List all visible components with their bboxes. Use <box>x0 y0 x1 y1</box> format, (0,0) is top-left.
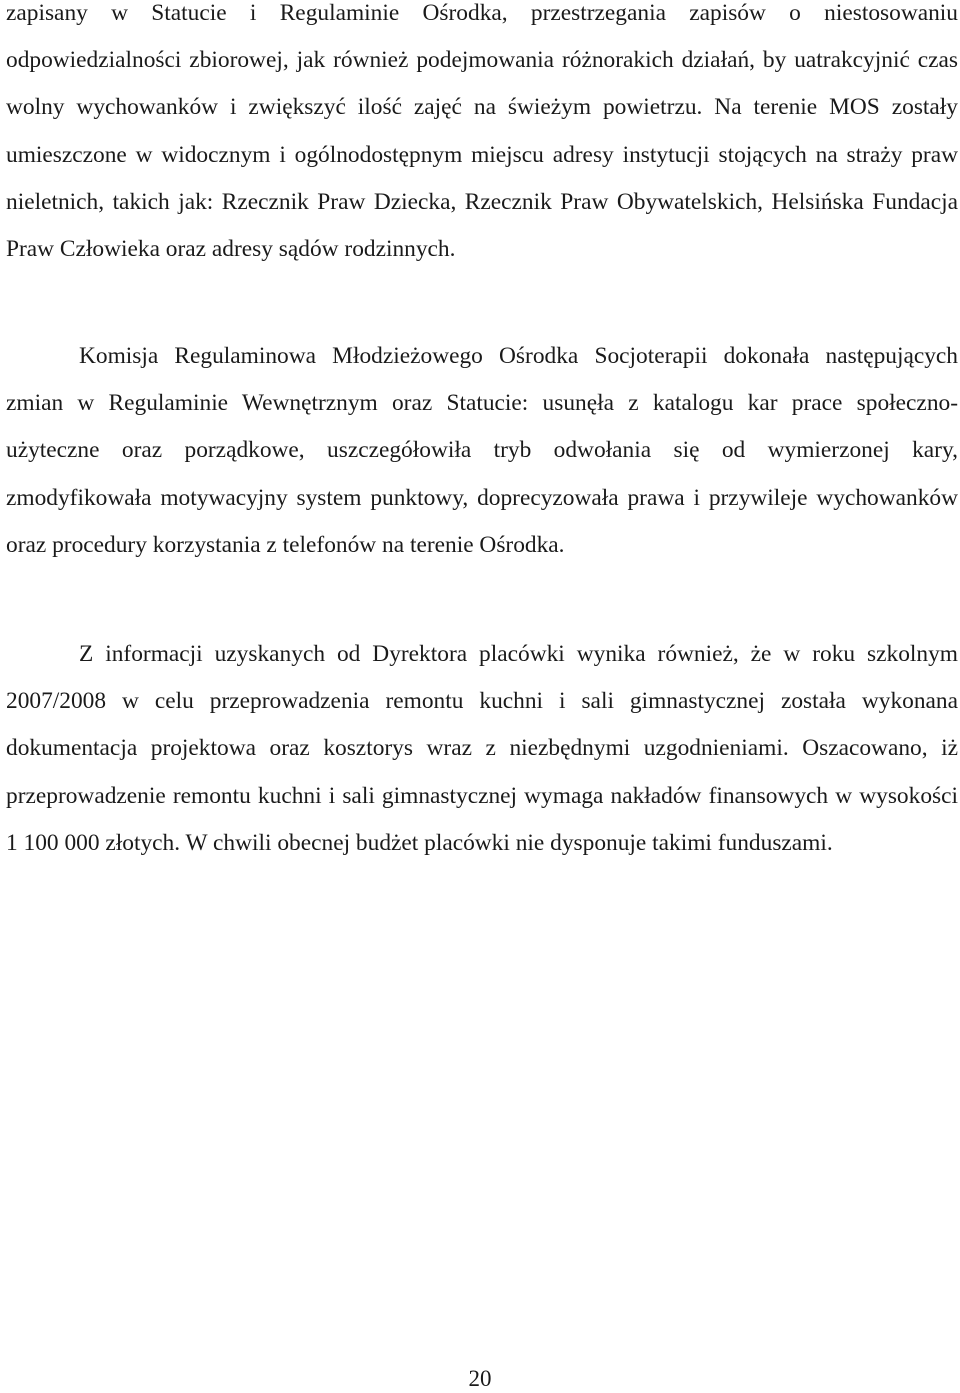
page-number: 20 <box>468 1366 492 1391</box>
paragraph-3: Z informacji uzyskanych od Dyrektora placówki wynika również, że w roku szkolnym 2007/2008 w celu przeprowadzenia remontu kuchni i sali gimnastycznej została wykonana dokumentacja projektowa oraz kosztorys wraz z niezbędnymi uzgodnieniami. Oszacowano, iż przeprowadzenie remontu kuchni i sali gimnastycznej wymaga nakładów finansowych w wysokości 1 100 000 złotych. W chwili obecnej budżet placówki nie dysponuje takimi funduszami. <box>6 641 958 856</box>
paragraph-1: zapisany w Statucie i Regulaminie Ośrodka, przestrzegania zapisów o niestosowaniu odpowiedzialności zbiorowej, jak również podejmowania różnorakich działań, by uatrakcyjnić czas wolny wychowanków i zwiększyć ilość zajęć na świeżym powietrzu. Na terenie MOS zostały umieszczone w widocznym i ogólnodostępnym miejscu adresy instytucji stojących na straży praw nieletnich, takich jak: Rzecznik Praw Dziecka, Rzecznik Praw Obywatelskich, Helsińska Fundacja Praw Człowieka oraz adresy sądów rodzinnych. <box>6 0 958 263</box>
paragraph-2: Komisja Regulaminowa Młodzieżowego Ośrodka Socjoterapii dokonała następujących zmian w Regulaminie Wewnętrznym oraz Statucie: usunęła z katalogu kar prace społeczno-użyteczne oraz porządkowe, uszczegółowiła tryb odwołania się od wymierzonej kary, zmodyfikowała motywacyjny system punktowy, doprecyzowała prawa i przywileje wychowanków oraz procedury korzystania z telefonów na terenie Ośrodka. <box>6 343 958 558</box>
